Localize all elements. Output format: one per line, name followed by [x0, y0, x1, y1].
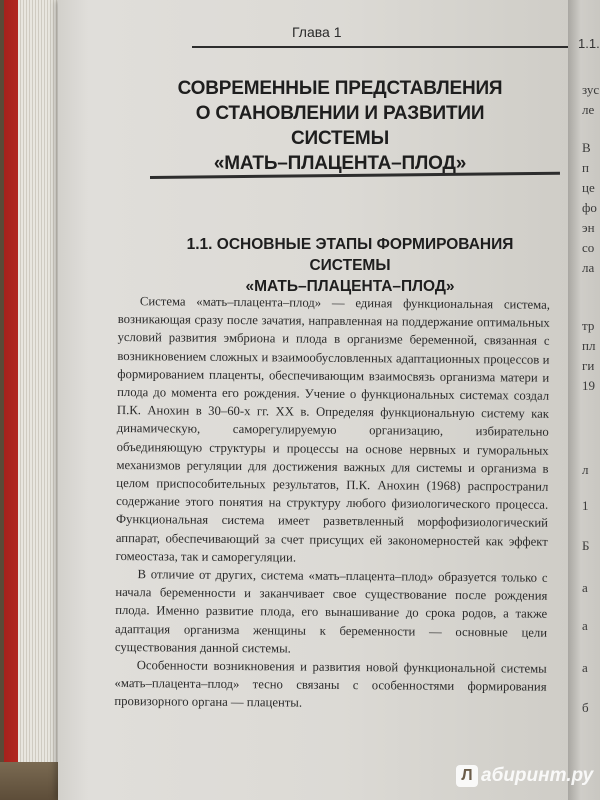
facing-page-fragment: В	[582, 140, 591, 155]
section-heading-line: «МАТЬ–ПЛАЦЕНТА–ПЛОД»	[245, 278, 455, 295]
facing-page-fragment: а	[582, 580, 588, 595]
facing-page-fragment: ла	[582, 260, 595, 275]
paragraph: Система «мать–плацента–плод» — единая функциональная система, возникающая сразу после зачатия, направленная на поддержание оптимальных условий развития эмбриона и плода в организме беременной, связанная с возникновением сложных и взаимообусловленных адаптационных процессов и формированием плаценты, обеспечивающим взаимосвязь организма матери и плода до момента его рождения. Учение о функциональных системах создал П.К. Анохин в 30–60-х гг. XX в. Определяя функциональную систему как динамическую, саморегулируемую организацию, избирательно объединяющую структуры и процессы на основе нервных и гуморальных механизмов регуляции для достижения важных для системы и организма в целом приспособительных результатов, П.К. Анохин (1968) распространил содержание этого понятия на структуру любого физиологического процесса. Функциональная система имеет разветвленный морфофизиологический аппарат, обеспечивающий за счет присущих ей закономерностей как эффект гомеостаза, так и саморегуляции.	[115, 294, 550, 565]
facing-page-fragment: б	[582, 700, 589, 715]
facing-page-fragment: а	[582, 660, 588, 675]
facing-page-fragment: а	[582, 618, 588, 633]
facing-page-fragment: Б	[582, 538, 590, 553]
chapter-rule	[192, 46, 568, 48]
facing-page-fragment: пл	[582, 338, 596, 353]
facing-page-fragment: со	[582, 240, 595, 255]
facing-page-fragment: зус	[582, 82, 600, 97]
facing-page-fragment: л	[582, 462, 589, 477]
labirint-logo-icon: Л	[456, 765, 478, 787]
facing-page	[568, 0, 600, 800]
facing-page-fragment: 1	[582, 498, 589, 513]
chapter-title	[150, 76, 530, 176]
chapter-title-line: О СТАНОВЛЕНИИ И РАЗВИТИИ СИСТЕМЫ	[195, 103, 485, 149]
paragraph: Особенности возникновения и развития новой функциональной системы «мать–плацента–плод» тесно связаны с особенностями формирования провизорного органа — плаценты.	[114, 658, 547, 711]
paragraph: В отличие от других, система «мать–плацента–плод» образуется только с начала беременности и заканчивает свое существование после рождения плода. Именно развитие плода, его вынашивание до срока родов, а также адаптация организма женщины к беременности — основные цели существования данной системы.	[114, 567, 548, 656]
body-text	[114, 292, 550, 714]
facing-page-fragment: ле	[582, 102, 595, 117]
chapter-title-line: СОВРЕМЕННЫЕ ПРЕДСТАВЛЕНИЯ	[177, 78, 503, 99]
watermark-text: абиринт.ру	[481, 765, 594, 786]
facing-page-fragment: фо	[582, 200, 597, 215]
watermark-logo	[456, 765, 593, 787]
chapter-title-line: «МАТЬ–ПЛАЦЕНТА–ПЛОД»	[213, 153, 467, 174]
chapter-label: Глава 1	[292, 24, 342, 40]
facing-page-fragment: 19	[582, 378, 595, 393]
facing-page-header: 1.1.	[578, 36, 600, 51]
section-heading-line: 1.1. ОСНОВНЫЕ ЭТАПЫ ФОРМИРОВАНИЯ СИСТЕМЫ	[186, 236, 514, 274]
section-heading	[150, 234, 550, 297]
facing-page-fragment: п	[582, 160, 589, 175]
facing-page-fragment: ги	[582, 358, 595, 373]
facing-page-fragment: це	[582, 180, 595, 195]
facing-page-fragment: эн	[582, 220, 595, 235]
facing-page-fragment: тр	[582, 318, 595, 333]
